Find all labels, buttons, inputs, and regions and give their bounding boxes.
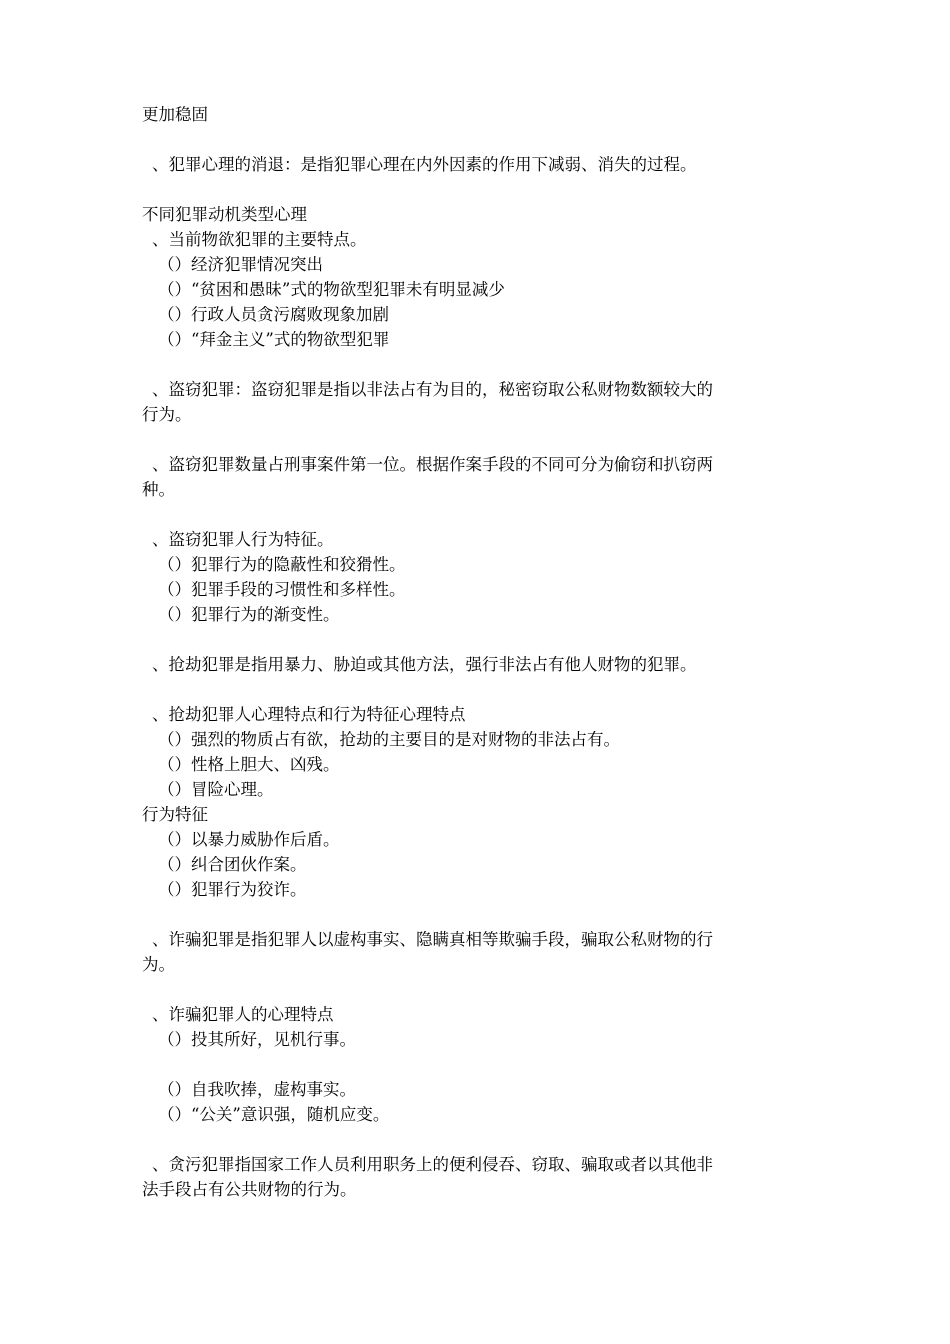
list-item: （）行政人员贪污腐败现象加剧	[158, 305, 389, 324]
list-item: （）纠合团伙作案。	[158, 855, 307, 874]
list-item: （）犯罪行为的隐蔽性和狡猾性。	[158, 555, 406, 574]
text-line: 行为。	[142, 405, 192, 424]
list-item: （）经济犯罪情况突出	[158, 255, 323, 274]
text-line: 、诈骗犯罪是指犯罪人以虚构事实、隐瞒真相等欺骗手段，骗取公私财物的行	[152, 930, 713, 949]
text-line: 种。	[142, 480, 175, 499]
text-line: 、抢劫犯罪是指用暴力、胁迫或其他方法，强行非法占有他人财物的犯罪。	[152, 655, 697, 674]
list-item: （）以暴力威胁作后盾。	[158, 830, 340, 849]
list-item: （）犯罪手段的习惯性和多样性。	[158, 580, 406, 599]
text-line: 、盗窃犯罪人行为特征。	[152, 530, 334, 549]
list-item: （）“拜金主义”式的物欲型犯罪	[158, 330, 390, 349]
text-line: 、抢劫犯罪人心理特点和行为特征心理特点	[152, 705, 466, 724]
list-item: （）自我吹捧，虚构事实。	[158, 1080, 356, 1099]
text-line: 更加稳固	[142, 105, 208, 124]
list-item: （）性格上胆大、凶残。	[158, 755, 340, 774]
list-item: （）冒险心理。	[158, 780, 274, 799]
section-heading: 行为特征	[142, 805, 208, 824]
list-item: （）强烈的物质占有欲，抢劫的主要目的是对财物的非法占有。	[158, 730, 620, 749]
text-line: 、诈骗犯罪人的心理特点	[152, 1005, 334, 1024]
list-item: （）犯罪行为的渐变性。	[158, 605, 340, 624]
text-line: 、盗窃犯罪数量占刑事案件第一位。根据作案手段的不同可分为偷窃和扒窃两	[152, 455, 713, 474]
list-item: （）“公关”意识强，随机应变。	[158, 1105, 390, 1124]
text-line: 法手段占有公共财物的行为。	[142, 1180, 357, 1199]
text-line: 、盗窃犯罪：盗窃犯罪是指以非法占有为目的，秘密窃取公私财物数额较大的	[152, 380, 713, 399]
text-line: 、犯罪心理的消退：是指犯罪心理在内外因素的作用下减弱、消失的过程。	[152, 155, 697, 174]
text-line: 、贪污犯罪指国家工作人员利用职务上的便利侵吞、窃取、骗取或者以其他非	[152, 1155, 713, 1174]
list-item: （）“贫困和愚昧”式的物欲型犯罪未有明显减少	[158, 280, 505, 299]
text-line: 为。	[142, 955, 175, 974]
list-item: （）犯罪行为狡诈。	[158, 880, 307, 899]
section-heading: 不同犯罪动机类型心理	[142, 205, 307, 224]
text-line: 、当前物欲犯罪的主要特点。	[152, 230, 367, 249]
list-item: （）投其所好，见机行事。	[158, 1030, 356, 1049]
